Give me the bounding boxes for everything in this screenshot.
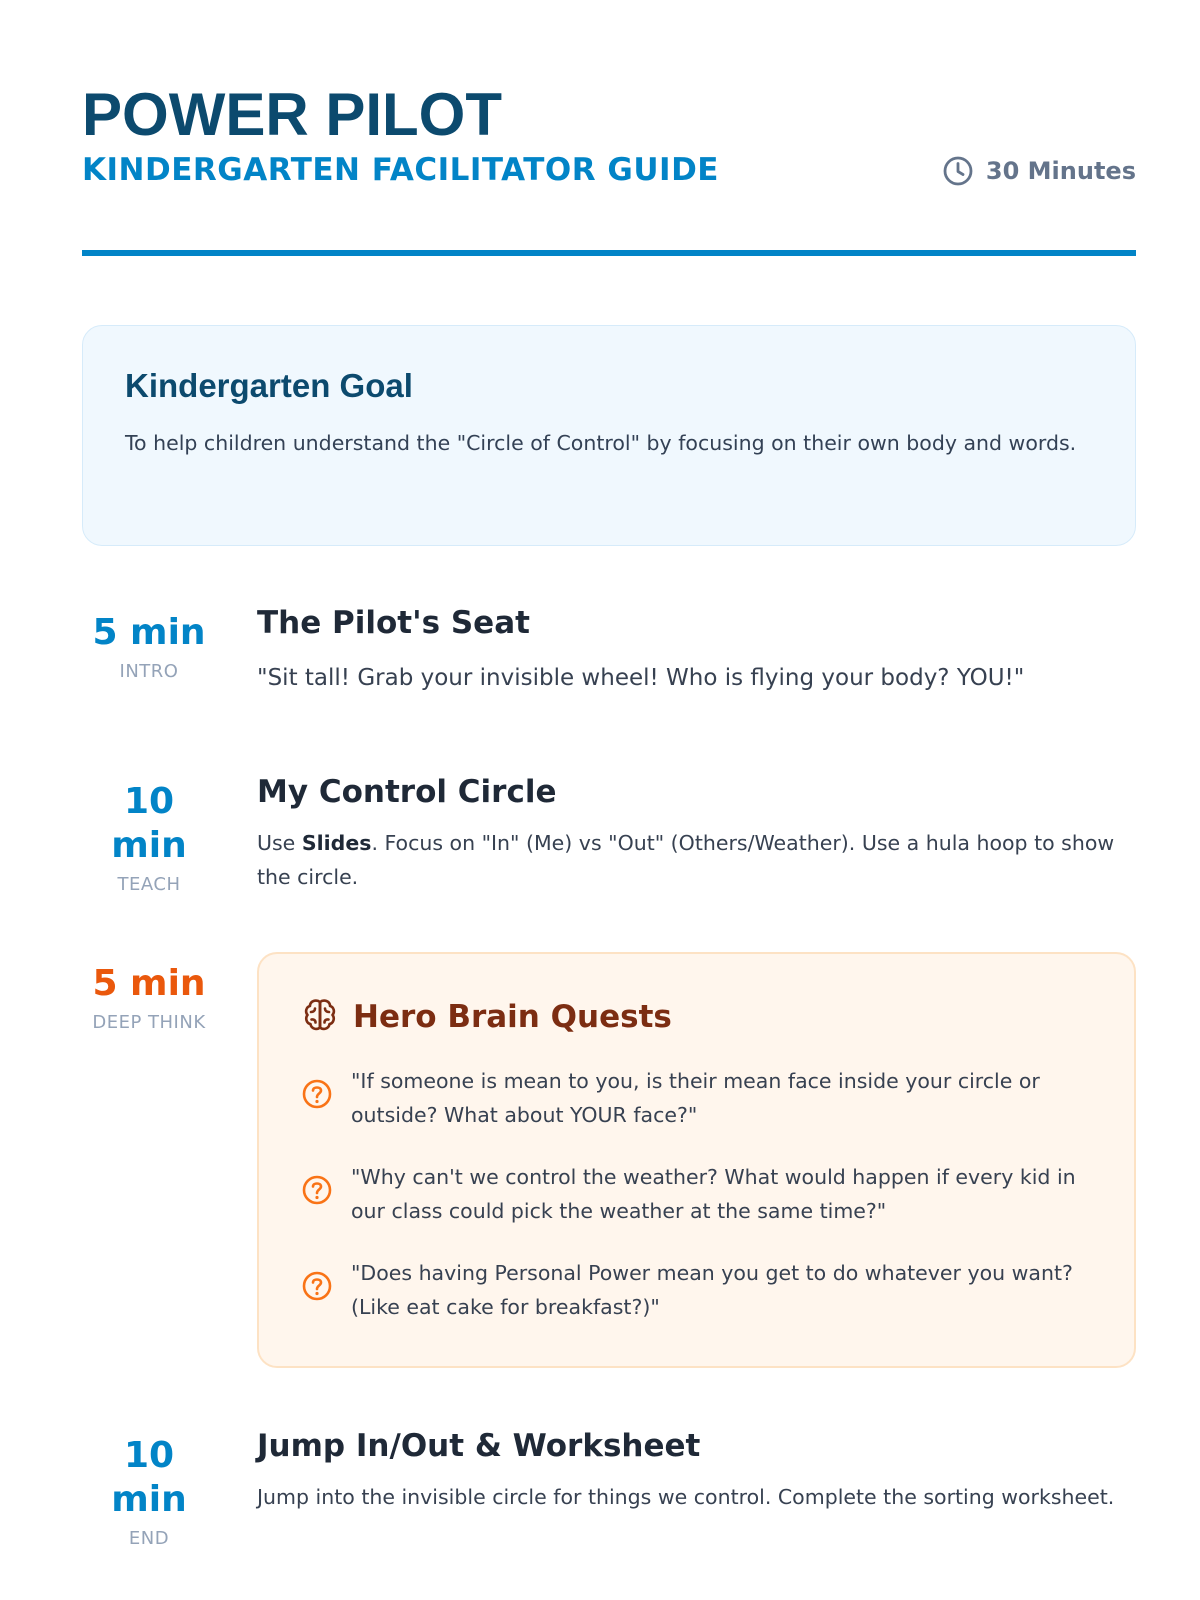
agenda-time: 5 min: [92, 963, 206, 1004]
agenda-content: [257, 603, 1136, 695]
agenda-title: The Pilot's Seat: [257, 605, 530, 641]
agenda-phase-label: DEEP THINK: [92, 1012, 206, 1033]
agenda-time-block: [82, 1434, 216, 1550]
goal-heading: Kindergarten Goal: [125, 367, 413, 404]
goal-text: To help children understand the "Circle of Control" by focusing on their own body and words.: [125, 431, 1077, 455]
header-divider: [82, 250, 1136, 256]
question-circle-icon: [301, 1256, 333, 1306]
quest-header: [301, 996, 1094, 1038]
agenda-description: Jump into the invisible circle for things we control. Complete the sorting worksheet.: [257, 1485, 1115, 1509]
question-circle-icon: [301, 1160, 333, 1210]
agenda-title: My Control Circle: [257, 774, 557, 810]
question-item: [301, 1256, 1094, 1324]
question-item: [301, 1160, 1094, 1228]
description-prefix: Use: [257, 831, 302, 855]
question-text: "Why can't we control the weather? What would happen if every kid in our class could pick the weather at the same time?": [351, 1165, 1076, 1223]
agenda-content: [257, 772, 1136, 894]
agenda-phase-label: TEACH: [117, 874, 181, 895]
total-duration: [942, 155, 1136, 187]
goal-box: [82, 325, 1136, 546]
brain-icon: [301, 996, 339, 1038]
agenda-time-block: [82, 780, 216, 896]
page-subtitle: KINDERGARTEN FACILITATOR GUIDE: [82, 152, 719, 188]
agenda-time: 10 min: [111, 1435, 187, 1520]
agenda-time-block: [82, 962, 216, 1034]
question-item: [301, 1064, 1094, 1132]
agenda-description: [257, 826, 1136, 894]
agenda-time: 5 min: [92, 612, 206, 653]
duration-text: 30 Minutes: [985, 157, 1136, 185]
page-title: POWER PILOT: [82, 81, 502, 148]
agenda-phase-label: INTRO: [119, 661, 179, 682]
slides-emphasis: Slides: [301, 831, 372, 855]
agenda-phase-label: END: [128, 1528, 170, 1549]
agenda-title: Jump In/Out & Worksheet: [257, 1428, 701, 1464]
question-circle-icon: [301, 1064, 333, 1114]
hero-brain-quests-box: [257, 952, 1136, 1368]
agenda-content: [257, 1426, 1136, 1514]
clock-icon: [942, 155, 974, 187]
description-suffix: . Focus on "In" (Me) vs "Out" (Others/Weather). Use a hula hoop to show the circle.: [257, 831, 1115, 889]
question-text: "If someone is mean to you, is their mean face inside your circle or outside? What about YOUR face?": [351, 1069, 1040, 1127]
agenda-time-block: [82, 611, 216, 683]
agenda-time: 10 min: [111, 781, 187, 866]
quest-title: Hero Brain Quests: [353, 999, 672, 1035]
agenda-description: "Sit tall! Grab your invisible wheel! Who is flying your body? YOU!": [257, 665, 1025, 691]
question-text: "Does having Personal Power mean you get to do whatever you want? (Like eat cake for breakfast?)": [351, 1261, 1073, 1319]
